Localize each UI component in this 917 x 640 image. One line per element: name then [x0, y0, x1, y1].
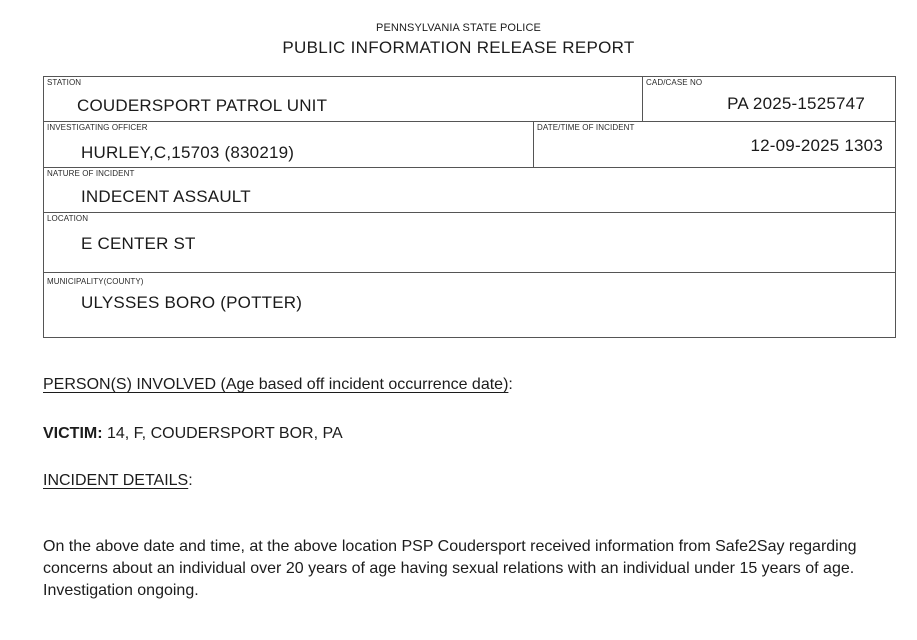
case-no-cell [642, 77, 895, 121]
officer-value: HURLEY,C,15703 (830219) [81, 143, 295, 162]
nature-cell [44, 168, 895, 212]
form-row-municipality [44, 273, 895, 337]
persons-heading-text: PERSON(S) INVOLVED (Age based off incident occurrence date) [43, 376, 509, 393]
agency-name: PENNSYLVANIA STATE POLICE [376, 22, 541, 34]
datetime-value: 12-09-2025 1303 [750, 136, 883, 155]
form-row-nature [44, 168, 895, 213]
report-title: PUBLIC INFORMATION RELEASE REPORT [282, 38, 635, 57]
case-no-label: CAD/CASE NO [646, 78, 703, 87]
report-form [43, 76, 896, 338]
victim-label: VICTIM: [43, 425, 103, 442]
municipality-cell [44, 273, 895, 337]
nature-label: NATURE OF INCIDENT [47, 169, 135, 178]
location-label: LOCATION [47, 214, 89, 223]
datetime-cell [533, 122, 895, 167]
victim-line [43, 425, 343, 443]
officer-cell [44, 122, 533, 167]
officer-label: INVESTIGATING OFFICER [47, 123, 148, 132]
persons-heading-colon: : [508, 376, 513, 393]
victim-value: 14, F, COUDERSPORT BOR, PA [102, 425, 343, 442]
municipality-label: MUNICIPALITY(COUNTY) [47, 277, 144, 286]
form-row-location [44, 213, 895, 273]
form-row-station [44, 77, 895, 122]
details-heading-colon: : [188, 472, 193, 489]
location-cell [44, 213, 895, 272]
municipality-value: ULYSSES BORO (POTTER) [81, 293, 303, 312]
details-heading [43, 472, 193, 490]
case-no-value: PA 2025-1525747 [727, 94, 865, 113]
details-heading-text: INCIDENT DETAILS [43, 472, 189, 489]
persons-heading [43, 376, 513, 394]
station-label: STATION [47, 78, 82, 87]
incident-narrative: On the above date and time, at the above location PSP Coudersport received information from Safe2Say regarding concerns about an individual over 20 years of age having sexual relations with an individual under 15 years of age. Investigation ongoing. [43, 538, 857, 599]
location-value: E CENTER ST [81, 234, 196, 253]
nature-value: INDECENT ASSAULT [81, 187, 251, 206]
form-row-officer [44, 122, 895, 168]
datetime-label: DATE/TIME OF INCIDENT [537, 123, 635, 132]
station-value: COUDERSPORT PATROL UNIT [77, 96, 328, 115]
station-cell [44, 77, 642, 121]
